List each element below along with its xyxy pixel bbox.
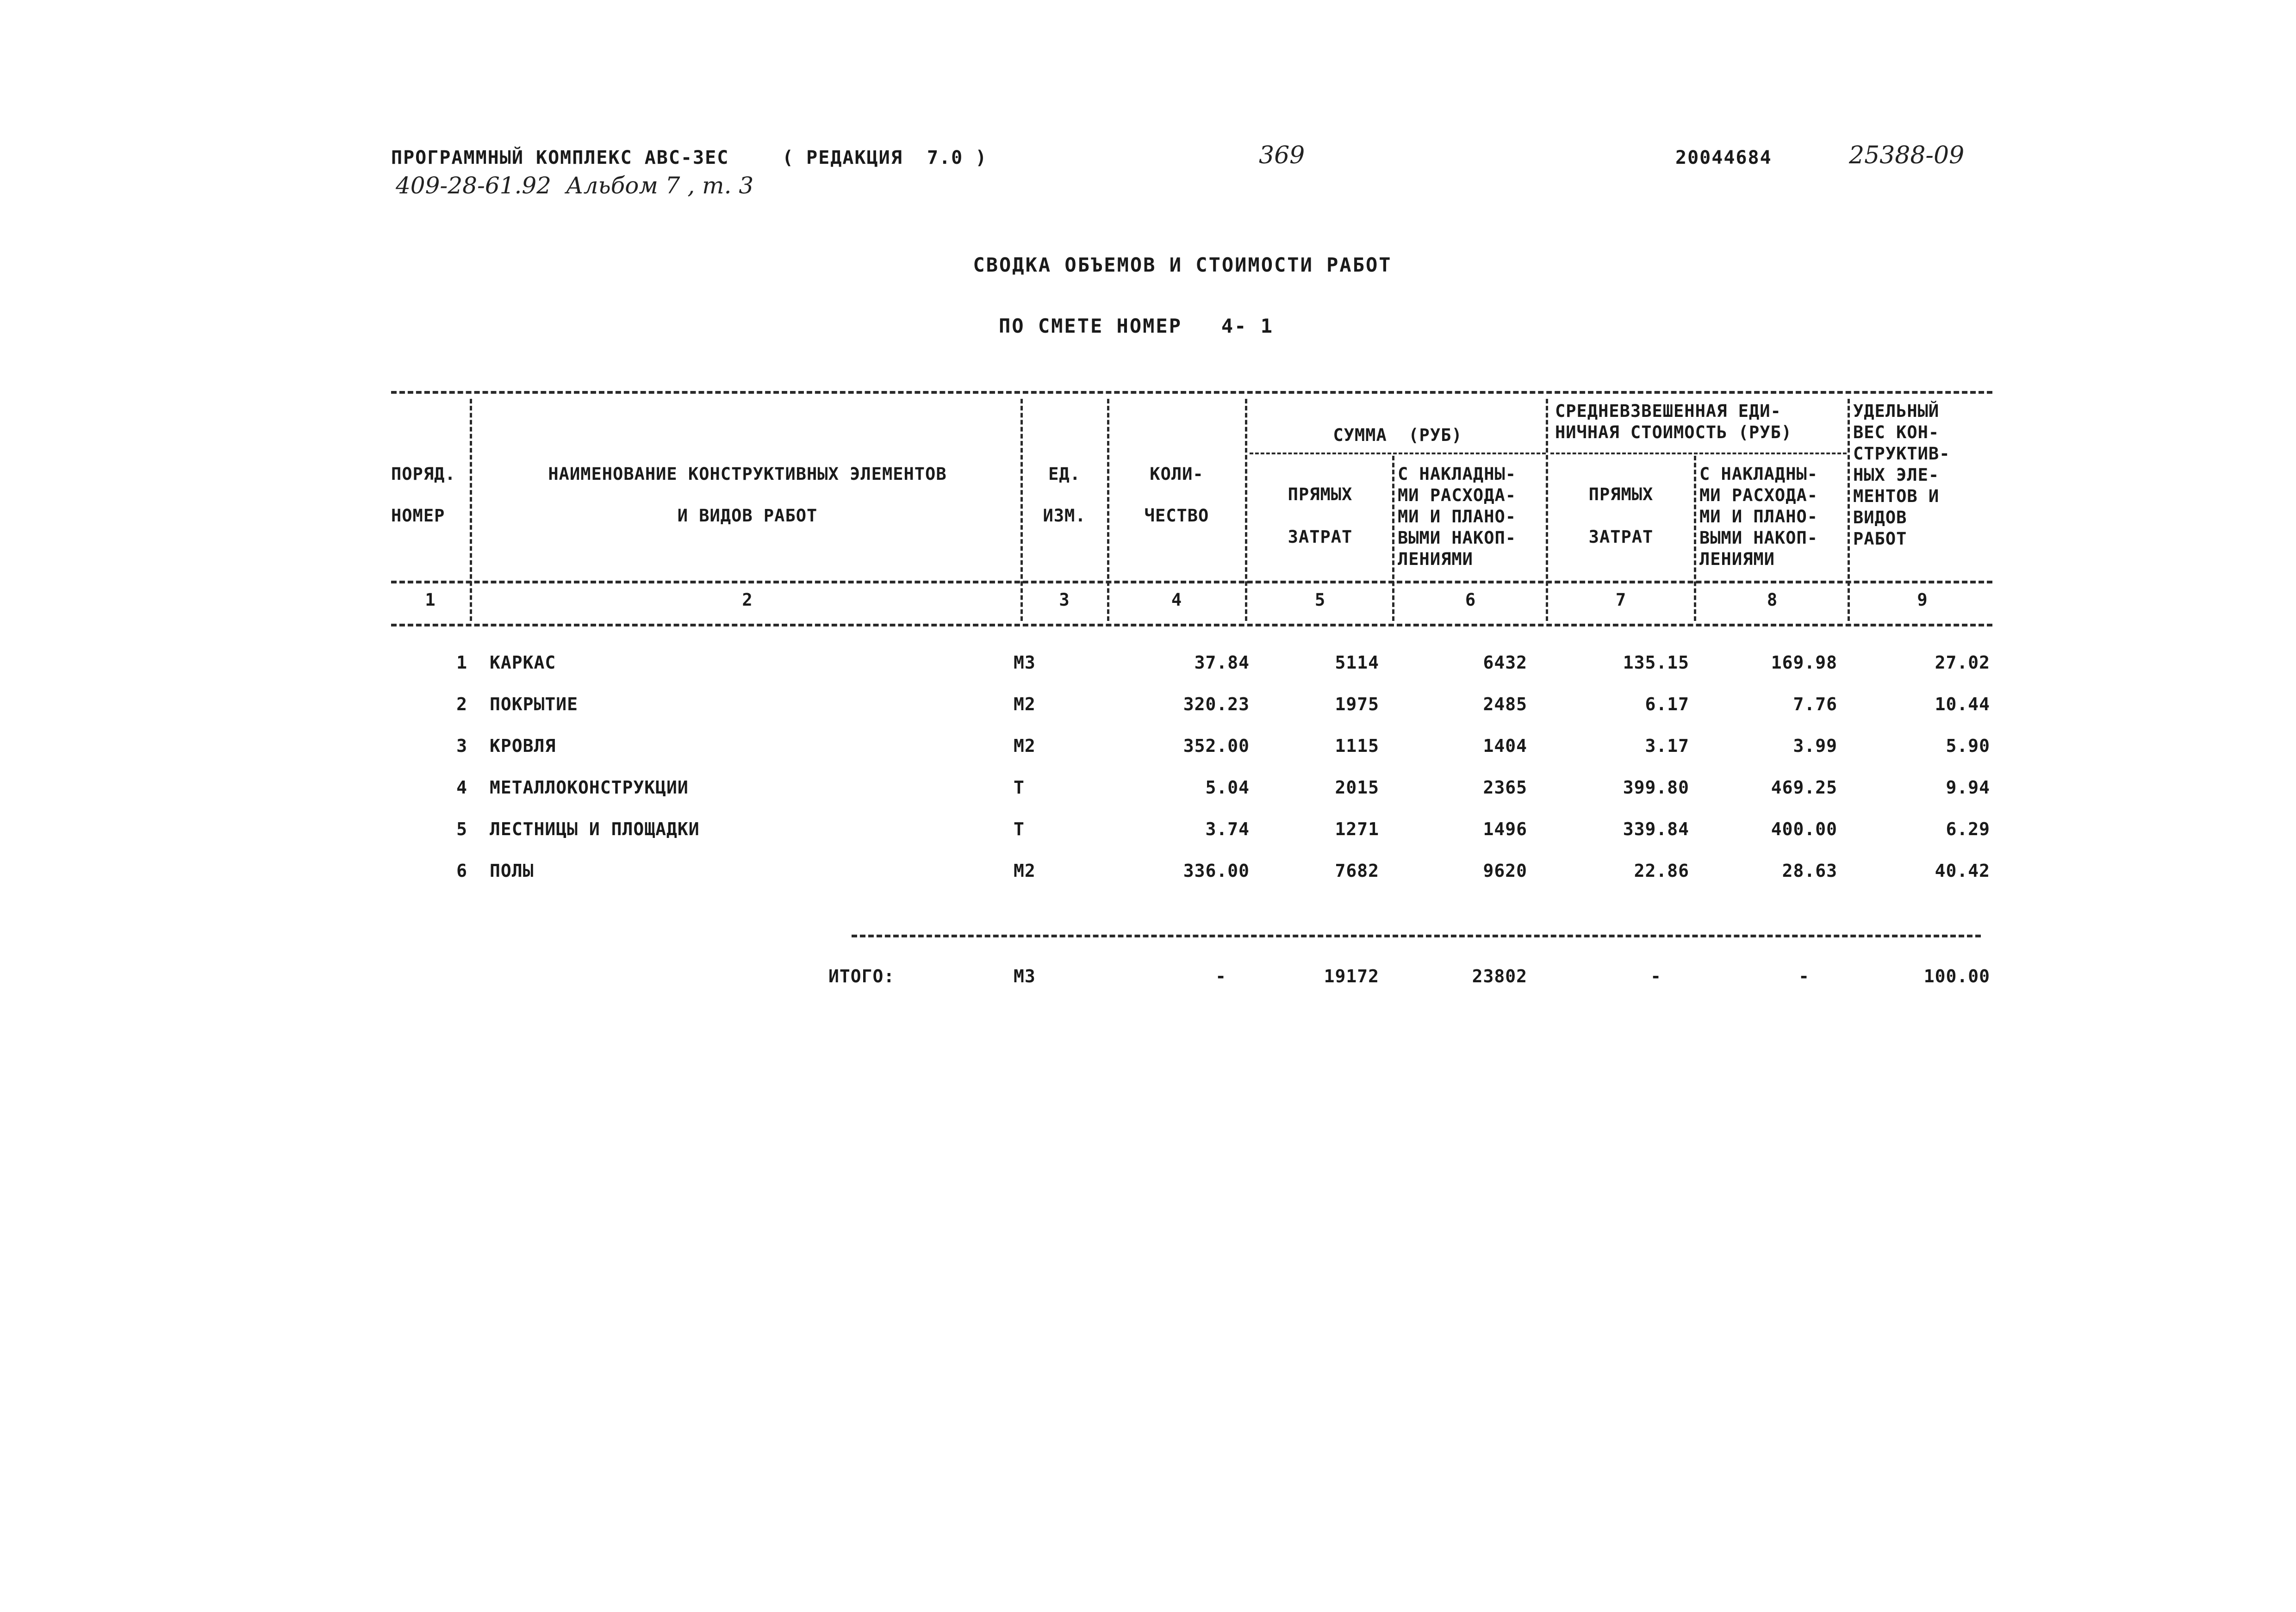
document-number: 25388-09 [1849, 142, 1965, 169]
col6-header-line4: ВЫМИ НАКОП- [1398, 528, 1517, 548]
program-name: ПРОГРАММНЫЙ КОМПЛЕКС АВС-3ЕС [391, 147, 729, 168]
row-share: 9.94 [1946, 777, 1990, 798]
col1-header-line1: ПОРЯД. [391, 464, 456, 484]
row-avg-overhead: 3.99 [1793, 736, 1837, 756]
row-avg-overhead: 169.98 [1771, 652, 1837, 673]
row-avg-overhead: 400.00 [1771, 819, 1837, 839]
column-divider [1020, 399, 1023, 621]
col7-header-line2: ЗАТРАТ [1588, 527, 1654, 547]
total-label: ИТОГО: [828, 966, 895, 986]
code-number: 20044684 [1675, 147, 1772, 168]
column-divider [1107, 399, 1109, 621]
row-direct: 1271 [1335, 819, 1379, 839]
row-quantity: 336.00 [1183, 861, 1250, 881]
column-divider [1392, 456, 1394, 621]
row-number: 2 [456, 694, 467, 714]
row-number: 6 [456, 861, 467, 881]
col9-header-line6: ВИДОВ [1853, 508, 1907, 527]
col8-header-line1: С НАКЛАДНЫ- [1699, 464, 1818, 484]
header-separator-rule [391, 581, 1992, 583]
row-quantity: 37.84 [1194, 652, 1250, 673]
row-quantity: 3.74 [1205, 819, 1250, 839]
col5-header-line1: ПРЯМЫХ [1288, 484, 1353, 504]
col2-header-line1: НАИМЕНОВАНИЕ КОНСТРУКТИВНЫХ ЭЛЕМЕНТОВ [548, 464, 947, 484]
total-rule [852, 935, 1981, 937]
page-subtitle: ПО СМЕТЕ НОМЕР 4- 1 [998, 315, 1274, 337]
column-divider [1848, 399, 1850, 621]
column-number: 4 [1171, 590, 1182, 610]
column-divider [470, 399, 472, 621]
row-avg-direct: 3.17 [1645, 736, 1689, 756]
total-direct: 19172 [1324, 966, 1379, 986]
total-share: 100.00 [1923, 966, 1990, 986]
total-quantity: - [1215, 966, 1226, 986]
column-number: 6 [1465, 590, 1476, 610]
sum-group-header: СУММА (РУБ) [1333, 425, 1462, 445]
page-number: 369 [1259, 142, 1305, 169]
row-unit: М2 [1014, 736, 1036, 756]
row-quantity: 5.04 [1205, 777, 1250, 798]
row-avg-overhead: 7.76 [1793, 694, 1837, 714]
row-overhead: 9620 [1483, 861, 1527, 881]
sum-group-rule [1250, 453, 1546, 454]
row-overhead: 1404 [1483, 736, 1527, 756]
column-number: 8 [1767, 590, 1778, 610]
column-numbers-rule [391, 624, 1992, 626]
row-direct: 2015 [1335, 777, 1379, 798]
row-name: ЛЕСТНИЦЫ И ПЛОЩАДКИ [490, 819, 700, 839]
col6-header-line1: С НАКЛАДНЫ- [1398, 464, 1517, 484]
row-share: 10.44 [1935, 694, 1990, 714]
col6-header-line5: ЛЕНИЯМИ [1398, 549, 1473, 569]
col8-header-line3: МИ И ПЛАНО- [1699, 507, 1818, 527]
row-avg-direct: 399.80 [1623, 777, 1689, 798]
col2-header-line2: И ВИДОВ РАБОТ [677, 506, 818, 526]
col6-header-line2: МИ РАСХОДА- [1398, 485, 1517, 505]
total-avg-direct: - [1650, 966, 1661, 986]
column-number: 1 [425, 590, 436, 610]
album-reference: 409-28-61.92 Альбом 7 , т. 3 [396, 172, 754, 199]
row-avg-overhead: 469.25 [1771, 777, 1837, 798]
column-divider [1694, 456, 1696, 621]
row-name: ПОЛЫ [490, 861, 534, 881]
column-divider [1546, 399, 1548, 621]
column-number: 2 [742, 590, 753, 610]
column-number: 9 [1917, 590, 1928, 610]
row-unit: Т [1014, 819, 1025, 839]
row-direct: 1115 [1335, 736, 1379, 756]
col9-header-line5: МЕНТОВ И [1853, 486, 1940, 506]
col1-header-line2: НОМЕР [391, 506, 445, 526]
row-name: КАРКАС [490, 652, 556, 673]
row-direct: 5114 [1335, 652, 1379, 673]
row-name: КРОВЛЯ [490, 736, 556, 756]
table-top-rule [391, 391, 1992, 394]
row-share: 27.02 [1935, 652, 1990, 673]
row-avg-direct: 339.84 [1623, 819, 1689, 839]
total-unit: М3 [1014, 966, 1036, 986]
row-overhead: 2485 [1483, 694, 1527, 714]
col9-header-line3: СТРУКТИВ- [1853, 444, 1950, 464]
row-number: 5 [456, 819, 467, 839]
col8-header-line5: ЛЕНИЯМИ [1699, 549, 1775, 569]
row-avg-direct: 135.15 [1623, 652, 1689, 673]
row-avg-direct: 22.86 [1634, 861, 1689, 881]
row-share: 6.29 [1946, 819, 1990, 839]
row-quantity: 352.00 [1183, 736, 1250, 756]
row-avg-direct: 6.17 [1645, 694, 1689, 714]
row-avg-overhead: 28.63 [1782, 861, 1837, 881]
col5-header-line2: ЗАТРАТ [1288, 527, 1353, 547]
row-direct: 1975 [1335, 694, 1379, 714]
row-overhead: 2365 [1483, 777, 1527, 798]
column-number: 5 [1314, 590, 1326, 610]
row-share: 40.42 [1935, 861, 1990, 881]
row-unit: М3 [1014, 652, 1036, 673]
col8-header-line2: МИ РАСХОДА- [1699, 485, 1818, 505]
row-number: 1 [456, 652, 467, 673]
col8-header-line4: ВЫМИ НАКОП- [1699, 528, 1818, 548]
col3-header-line2: ИЗМ. [1043, 506, 1086, 526]
avg-group-rule [1550, 453, 1847, 454]
col9-header-line4: НЫХ ЭЛЕ- [1853, 465, 1940, 485]
row-name: МЕТАЛЛОКОНСТРУКЦИИ [490, 777, 689, 798]
column-number: 7 [1615, 590, 1627, 610]
col9-header-line2: ВЕС КОН- [1853, 422, 1940, 442]
col4-header-line1: КОЛИ- [1150, 464, 1204, 484]
row-share: 5.90 [1946, 736, 1990, 756]
row-name: ПОКРЫТИЕ [490, 694, 579, 714]
col3-header-line1: ЕД. [1048, 464, 1081, 484]
avg-group-header-line1: СРЕДНЕВЗВЕШЕННАЯ ЕДИ- [1555, 401, 1781, 421]
row-overhead: 1496 [1483, 819, 1527, 839]
row-overhead: 6432 [1483, 652, 1527, 673]
row-unit: Т [1014, 777, 1025, 798]
col9-header-line7: РАБОТ [1853, 529, 1907, 549]
col7-header-line1: ПРЯМЫХ [1588, 484, 1654, 504]
page-title: СВОДКА ОБЪЕМОВ И СТОИМОСТИ РАБОТ [973, 254, 1392, 276]
edition: ( РЕДАКЦИЯ 7.0 ) [782, 147, 988, 168]
row-number: 4 [456, 777, 467, 798]
row-quantity: 320.23 [1183, 694, 1250, 714]
column-divider [1245, 399, 1247, 621]
total-avg-overhead: - [1798, 966, 1810, 986]
col6-header-line3: МИ И ПЛАНО- [1398, 507, 1517, 527]
column-number: 3 [1059, 590, 1070, 610]
avg-group-header-line2: НИЧНАЯ СТОИМОСТЬ (РУБ) [1555, 422, 1792, 442]
col4-header-line2: ЧЕСТВО [1144, 506, 1209, 526]
row-number: 3 [456, 736, 467, 756]
row-direct: 7682 [1335, 861, 1379, 881]
row-unit: М2 [1014, 861, 1036, 881]
row-unit: М2 [1014, 694, 1036, 714]
col9-header-line1: УДЕЛЬНЫЙ [1853, 401, 1940, 421]
total-overhead: 23802 [1472, 966, 1527, 986]
